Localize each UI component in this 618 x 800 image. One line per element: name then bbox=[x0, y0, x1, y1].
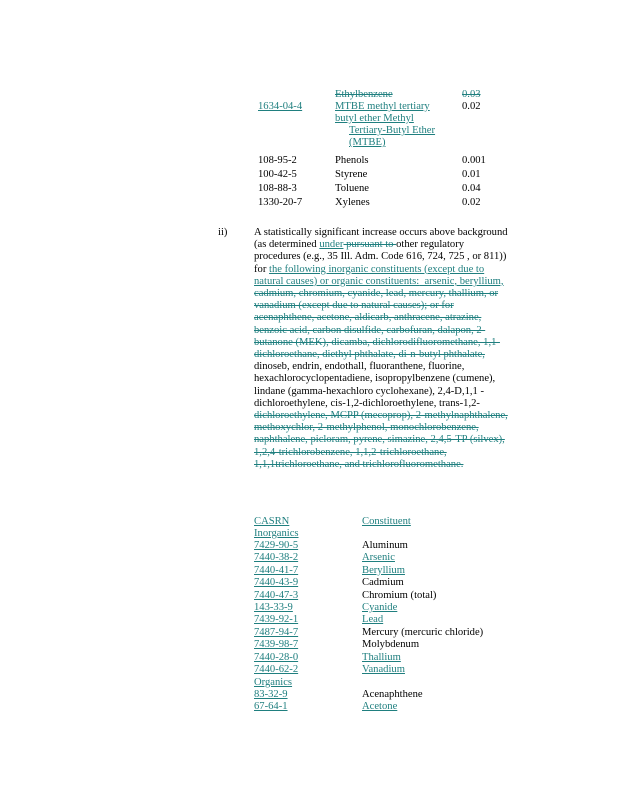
constituent-cell: Mercury (mercuric chloride) bbox=[362, 626, 484, 638]
casrn-cell: 108-88-3 bbox=[258, 183, 297, 194]
text-line bbox=[254, 422, 554, 434]
inserted-text: natural causes) or organic constituents: bbox=[254, 275, 420, 287]
casrn-cell: 83-32-9 bbox=[254, 689, 288, 700]
text-span: (as determined bbox=[254, 239, 320, 251]
text-line bbox=[254, 398, 554, 410]
casrn-cell: 7440-62-2 bbox=[254, 664, 299, 675]
text-span: A statistically significant increase occurs above background bbox=[254, 227, 508, 238]
text-span: for bbox=[254, 263, 270, 275]
constituent-cell: Molybdenum bbox=[362, 639, 420, 651]
value-cell: 0.02 bbox=[462, 197, 481, 208]
constituent-cell: butyl ether Methyl bbox=[335, 113, 414, 124]
deleted-text: benzoic acid, carbon disulfide, carbofuran, dalapon, 2- bbox=[254, 324, 486, 336]
deleted-text: pursuant to bbox=[343, 239, 397, 251]
constituent-cell: Acenaphthene bbox=[362, 689, 423, 700]
casrn-cell: 7440-41-7 bbox=[254, 564, 299, 576]
text-line bbox=[254, 410, 554, 422]
casrn-cell: 7440-38-2 bbox=[254, 552, 299, 564]
deleted-text: 1,2,4-trichlorobenzene, 1,1,2-trichloroethane, bbox=[254, 446, 447, 458]
casrn-cell: 100-42-5 bbox=[258, 169, 297, 180]
casrn-cell: 7429-90-5 bbox=[254, 540, 299, 551]
text-line bbox=[254, 447, 554, 459]
text-span: dinoseb, endrin, endothall, fluoranthene, fluorine, bbox=[254, 361, 465, 373]
constituent-header: Constituent bbox=[362, 516, 411, 527]
constituent-cell: Chromium (total) bbox=[362, 589, 437, 601]
text-line bbox=[254, 361, 554, 373]
inserted-text: the following inorganic constituents (except due to bbox=[269, 263, 485, 275]
value-cell: 0.001 bbox=[462, 155, 486, 166]
constituent-cell: Cadmium bbox=[362, 577, 404, 589]
text-line bbox=[254, 288, 554, 300]
constituent-cell: Lead bbox=[362, 614, 384, 626]
text-span: other regulatory bbox=[396, 239, 465, 251]
text-span: dichloroethylene, cis-1,2-dichloroethylene, trans-1,2- bbox=[254, 397, 480, 409]
casrn-cell: 1330-20-7 bbox=[258, 197, 303, 208]
value-cell: 0.01 bbox=[462, 169, 481, 180]
constituent-cell: Vanadium bbox=[362, 664, 405, 675]
casrn-cell: 1634-04-4 bbox=[258, 101, 303, 112]
value-cell: 0.04 bbox=[462, 183, 481, 194]
constituent-cell: Arsenic bbox=[362, 552, 395, 564]
inorganics-label: Inorganics bbox=[254, 528, 299, 539]
constituent-cell: MTBE methyl tertiary bbox=[335, 101, 430, 112]
value-cell: 0.02 bbox=[462, 101, 481, 112]
constituent-cell: Phenols bbox=[335, 155, 369, 166]
text-line bbox=[254, 227, 554, 239]
text-span: hexachlorocyclopentadiene, isopropylbenzene (cumene), bbox=[254, 373, 496, 385]
paragraph-label: ii) bbox=[218, 227, 228, 238]
casrn-cell: 143-33-9 bbox=[254, 602, 293, 613]
deleted-text: naphthalene, picloram, pyrene, simazine, 2,4,5-TP (silvex), bbox=[254, 434, 505, 446]
text-line bbox=[254, 349, 554, 361]
deleted-text: acenaphthene, acetone, aldicarb, anthracene, atrazine, bbox=[254, 312, 482, 324]
text-line bbox=[254, 251, 554, 263]
constituent-cell: Toluene bbox=[335, 183, 369, 194]
text-line bbox=[254, 239, 554, 251]
casrn-cell: 67-64-1 bbox=[254, 701, 288, 713]
casrn-cell: 7487-94-7 bbox=[254, 626, 299, 638]
deleted-text: dichloroethane, diethyl phthalate, di-n-butyl phthalate, bbox=[254, 349, 485, 361]
constituent-cell: Acetone bbox=[362, 701, 398, 713]
constituent-cell: Xylenes bbox=[335, 197, 370, 208]
deleted-text: butanone (MEK), dicamba, dichlorodifluoromethane, 1,1- bbox=[254, 336, 500, 348]
constituent-cell: Styrene bbox=[335, 169, 368, 180]
constituent-cell: Thallium bbox=[362, 651, 401, 663]
casrn-cell: 7440-43-9 bbox=[254, 577, 299, 589]
text-line bbox=[254, 312, 554, 324]
deleted-text: cadmium, chromium, cyanide, lead, mercury, thallium, or bbox=[254, 288, 499, 300]
casrn-header: CASRN bbox=[254, 516, 290, 527]
constituent-cell: Aluminum bbox=[362, 540, 408, 551]
casrn-cell: 108-95-2 bbox=[258, 155, 297, 166]
text-line bbox=[254, 300, 554, 312]
value-cell: 0.03 bbox=[462, 89, 481, 100]
constituent-cell: Ethylbenzene bbox=[335, 89, 393, 100]
text-line bbox=[254, 373, 554, 385]
deleted-text: vanadium (except due to natural causes); or for bbox=[254, 300, 454, 312]
deleted-text: methoxychlor, 2-methylphenol, monochlorobenzene, bbox=[254, 422, 479, 434]
casrn-cell: 7440-47-3 bbox=[254, 589, 299, 601]
text-span: lindane (gamma-hexachloro cyclohexane), 2,4-D,1,1 - bbox=[254, 385, 485, 397]
text-line bbox=[254, 337, 554, 349]
text-line bbox=[254, 325, 554, 337]
text-line bbox=[254, 434, 554, 446]
text-span: procedures (e.g., 35 Ill. Adm. Code 616, 724, 725 , or 811)) bbox=[254, 251, 507, 263]
text-line bbox=[254, 459, 554, 471]
constituent-cell: Beryllium bbox=[362, 564, 405, 576]
deleted-text: dichloroethylene, MCPP (mecoprop), 2-methylnaphthalene, bbox=[254, 410, 508, 422]
text-line bbox=[254, 386, 554, 398]
constituent-cell: Tertiary-Butyl Ether bbox=[349, 125, 436, 136]
casrn-cell: 7440-28-0 bbox=[254, 651, 299, 663]
casrn-cell: 7439-92-1 bbox=[254, 614, 299, 626]
constituent-cell: (MTBE) bbox=[349, 137, 386, 148]
constituent-cell: Cyanide bbox=[362, 602, 398, 613]
text-line bbox=[254, 276, 554, 288]
text-line bbox=[254, 264, 554, 276]
deleted-text: 1,1,1trichloroethane, and trichlorofluoromethane. bbox=[254, 458, 464, 470]
inserted-text: arsenic, beryllium, bbox=[419, 275, 504, 287]
organics-label: Organics bbox=[254, 677, 293, 688]
paragraph-body bbox=[254, 227, 554, 471]
casrn-cell: 7439-98-7 bbox=[254, 639, 299, 651]
inserted-text: under bbox=[319, 239, 344, 251]
